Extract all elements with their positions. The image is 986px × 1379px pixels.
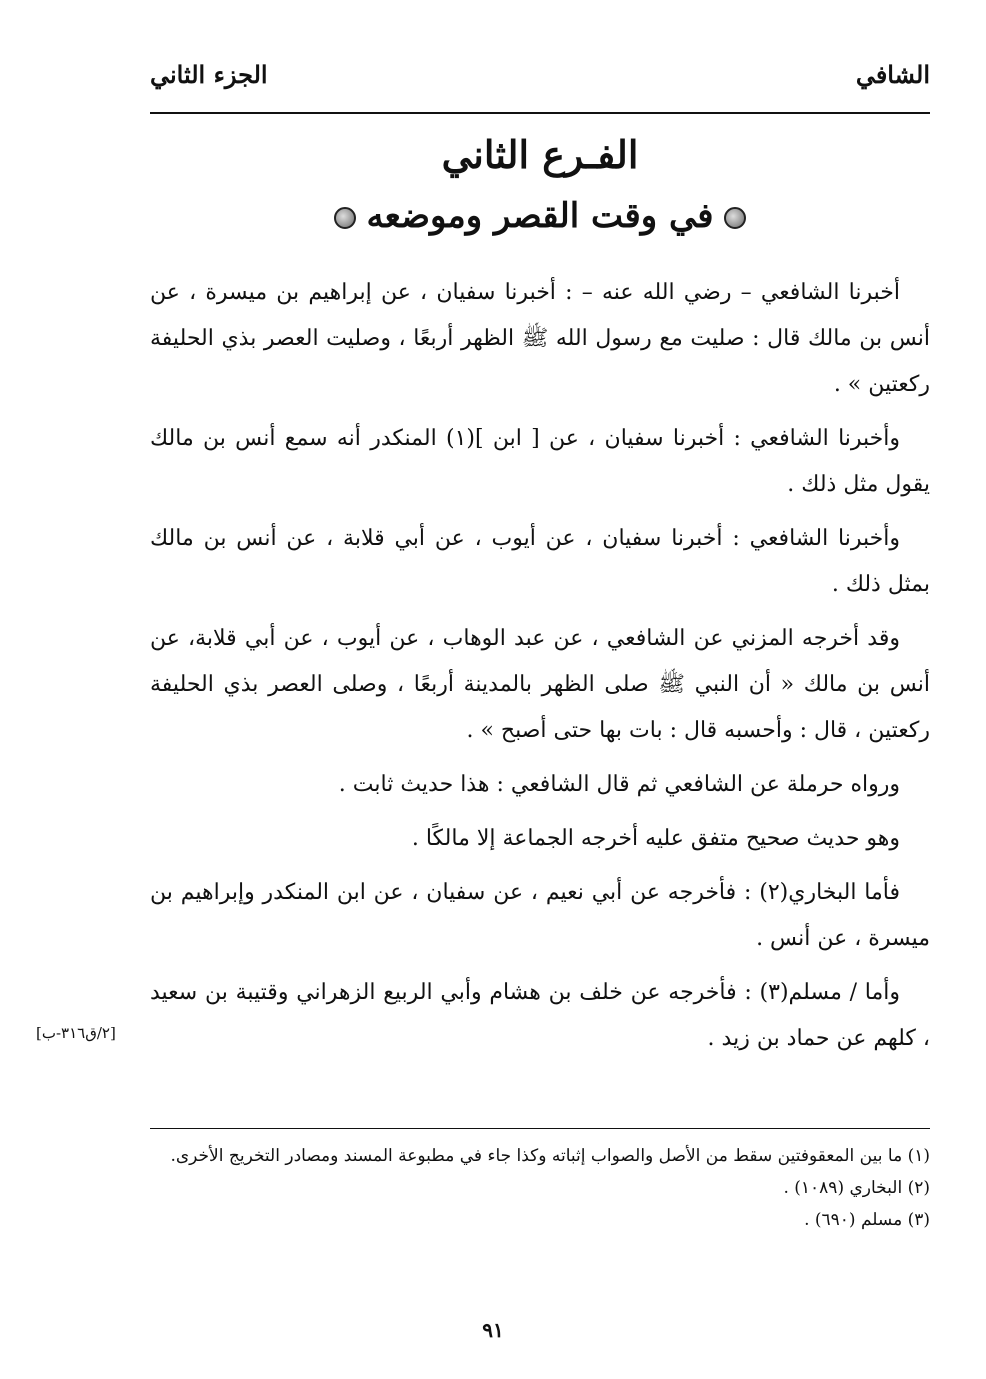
subtitle-text: في وقت القصر وموضعه xyxy=(366,196,714,236)
volume-label: الجزء الثاني xyxy=(150,60,268,89)
paragraph: أخبرنا الشافعي – رضي الله عنه – : أخبرنا سفيان ، عن إبراهيم بن ميسرة ، عن أنس بن مالك قال : صليت مع رسول الله ﷺ الظهر أربعًا ، وصليت العصر بذي الحليفة ركعتين » . xyxy=(150,280,930,397)
section-subtitle xyxy=(150,196,930,236)
footnote: (٢) البخاري (١٠٨٩) . xyxy=(783,1178,930,1198)
paragraph: وهو حديث صحيح متفق عليه أخرجه الجماعة إلا مالكًا . xyxy=(411,826,900,851)
book-title: الشافي xyxy=(855,60,930,89)
paragraph: وأخبرنا الشافعي : أخبرنا سفيان ، عن [ ابن ](١) المنكدر أنه سمع أنس بن مالك يقول مثل ذلك . xyxy=(150,426,930,497)
footnotes xyxy=(150,1140,930,1236)
paragraph: فأما البخاري(٢) : فأخرجه عن أبي نعيم ، عن سفيان ، عن ابن المنكدر وإبراهيم بن ميسرة ، عن أنس . xyxy=(150,880,930,951)
manuscript-folio-note: [٢/ق٣١٦-ب] xyxy=(36,1024,116,1042)
page-header xyxy=(150,52,930,114)
paragraph: ورواه حرملة عن الشافعي ثم قال الشافعي : هذا حديث ثابت . xyxy=(338,772,900,797)
page-number: ٩١ xyxy=(482,1318,504,1342)
paragraph: وقد أخرجه المزني عن الشافعي ، عن عبد الوهاب ، عن أيوب ، عن أبي قلابة، عن أنس بن مالك « أن النبي ﷺ صلى الظهر بالمدينة أربعًا ، وصلى العصر بذي الحليفة ركعتين ، قال : وأحسبه قال : بات بها حتى أصبح » . xyxy=(150,626,930,743)
bullet-circle-icon xyxy=(724,207,746,229)
footnote-divider xyxy=(150,1128,930,1129)
footnote: (١) ما بين المعقوفتين سقط من الأصل والصواب إثباته وكذا جاء في مطبوعة المسند ومصادر التخريج الأخرى. xyxy=(170,1146,930,1166)
main-text xyxy=(150,270,930,1070)
bullet-circle-icon xyxy=(334,207,356,229)
footnote: (٣) مسلم (٦٩٠) . xyxy=(804,1210,930,1230)
paragraph: وأما / مسلم(٣) : فأخرجه عن خلف بن هشام وأبي الربيع الزهراني وقتيبة بن سعيد ، كلهم عن حماد بن زيد . xyxy=(150,980,930,1051)
section-title: الفـرع الثاني xyxy=(441,132,639,177)
paragraph: وأخبرنا الشافعي : أخبرنا سفيان ، عن أيوب ، عن أبي قلابة ، عن أنس بن مالك بمثل ذلك . xyxy=(150,526,930,597)
